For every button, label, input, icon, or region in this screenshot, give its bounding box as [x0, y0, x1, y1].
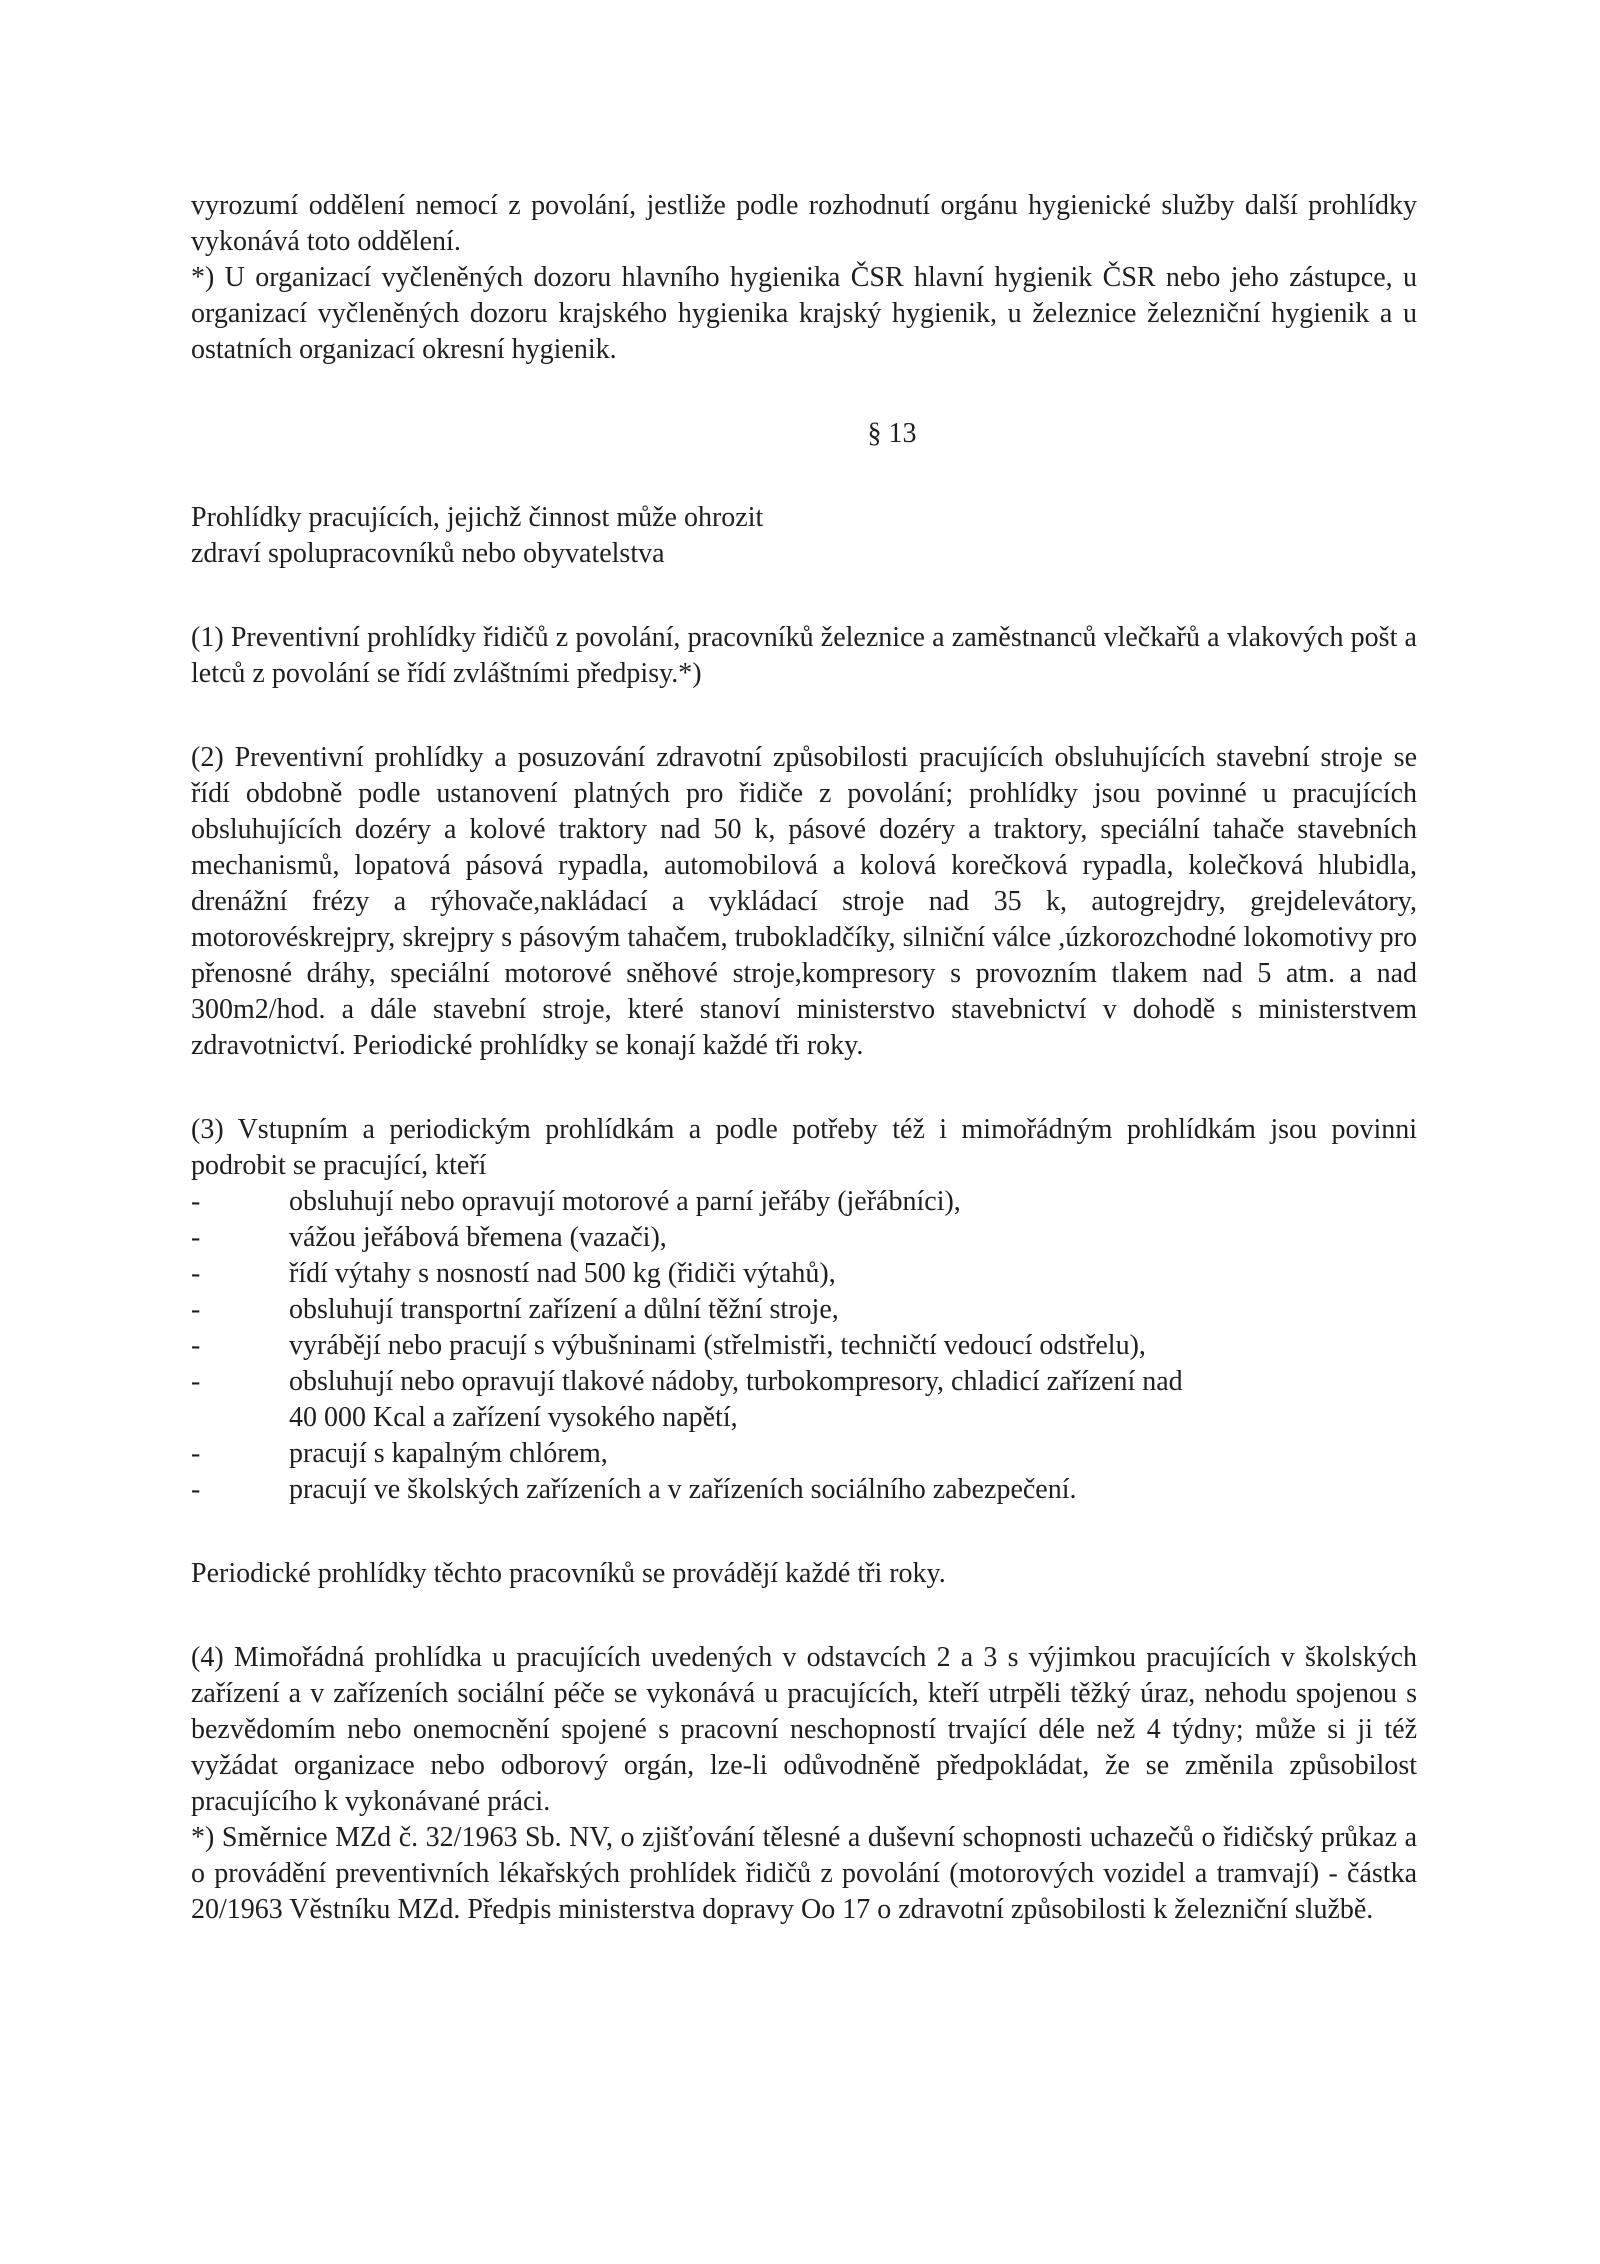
list-item-text: vážou jeřábová břemena (vazači), [289, 1222, 667, 1253]
paragraph-3-periodic: Periodické prohlídky těchto pracovníků se provádějí každé tři roky. [191, 1558, 946, 1589]
list-bullet: - [191, 1366, 201, 1397]
list-item [191, 1184, 1417, 1220]
paragraph-2: (2) Preventivní prohlídky a posuzování zdravotní způsobilosti pracujících obsluhujících stavební stroje se řídí obdobně podle ustanovení platných pro řidiče z povolání; prohlídky jsou povinné u pracujících obsluhujících dozéry a kolové traktory nad 50 k, pásové dozéry a traktory, speciální tahače stavebních mechanismů, lopatová pásová rypadla, automobilová a kolová korečková rypadla, kolečková hlubidla, drenážní frézy a rýhovače,nakládací a vykládací stroje nad 35 k, autogrejdry, grejdelevátory, motorovéskrejpry, skrejpry s pásovým tahačem, trubokladčíky, silniční válce ,úzkorozchodné lokomotivy pro přenosné dráhy, speciální motorové sněhové stroje,kompresory s provozním tlakem nad 5 atm. a nad 300m2/hod. a dále stavební stroje, které stanoví ministerstvo stavebnictví v dohodě s ministerstvem zdravotnictví. Periodické prohlídky se konají každé tři roky. [191, 742, 1417, 1061]
list-bullet: - [191, 1222, 201, 1253]
list-bullet: - [191, 1294, 201, 1325]
list-bullet: - [191, 1330, 201, 1361]
list-item [191, 1220, 1417, 1256]
list-item-text: pracují s kapalným chlórem, [289, 1438, 608, 1469]
list-item [191, 1328, 1417, 1364]
paragraph-3-list [191, 1184, 1417, 1508]
list-item [191, 1436, 1417, 1472]
intro-footnote: *) U organizací vyčleněných dozoru hlavního hygienika ČSR hlavní hygienik ČSR nebo jeho zástupce, u organizací vyčleněných dozoru krajského hygienika krajský hygienik, u železnice železniční hygienik a u ostatních organizací okresní hygienik. [191, 262, 1417, 365]
list-item-continuation: 40 000 Kcal a zařízení vysokého napětí, [289, 1402, 738, 1433]
list-item-text: pracují ve školských zařízeních a v zařízeních sociálního zabezpečení. [289, 1474, 1077, 1505]
paragraph-4: (4) Mimořádná prohlídka u pracujících uvedených v odstavcích 2 a 3 s výjimkou pracujících v školských zařízení a v zařízeních sociální péče se vykonává u pracujících, kteří utrpěli těžký úraz, nehodu spojenou s bezvědomím nebo onemocnění spojené s pracovní neschopností trvající déle než 4 týdny; může si ji též vyžádat organizace nebo odborový orgán, lze-li odůvodněně předpokládat, že se změnila způsobilost pracujícího k vykonávané práci. [191, 1642, 1417, 1817]
list-item [191, 1364, 1417, 1436]
footnote-directive: *) Směrnice MZd č. 32/1963 Sb. NV, o zjišťování tělesné a duševní schopnosti uchazečů o řidičský průkaz a o provádění preventivních lékařských prohlídek řidičů z povolání (motorových vozidel a tramvají) - částka 20/1963 Věstníku MZd. Předpis ministerstva dopravy Oo 17 o zdravotní způsobilosti k železniční službě. [191, 1822, 1417, 1925]
section-title-line-1: Prohlídky pracujících, jejichž činnost může ohrozit [191, 502, 764, 533]
intro-continuation: vyrozumí oddělení nemocí z povolání, jestliže podle rozhodnutí orgánu hygienické služby další prohlídky vykonává toto oddělení. [191, 190, 1417, 257]
list-bullet: - [191, 1438, 201, 1469]
list-bullet: - [191, 1186, 201, 1217]
list-item-text: obsluhují transportní zařízení a důlní těžní stroje, [289, 1294, 839, 1325]
list-item-text: vyrábějí nebo pracují s výbušninami (střelmistři, techničtí vedoucí odstřelu), [289, 1330, 1146, 1361]
list-item [191, 1472, 1417, 1508]
list-bullet: - [191, 1258, 201, 1289]
list-item-text: obsluhují nebo opravují motorové a parní jeřáby (jeřábníci), [289, 1186, 961, 1217]
list-bullet: - [191, 1474, 201, 1505]
document-page [191, 188, 1417, 1928]
paragraph-1: (1) Preventivní prohlídky řidičů z povolání, pracovníků železnice a zaměstnanců vlečkařů a vlakových pošt a letců z povolání se řídí zvláštními předpisy.*) [191, 622, 1417, 689]
list-item-text: řídí výtahy s nosností nad 500 kg (řidiči výtahů), [289, 1258, 836, 1289]
list-item-text: obsluhují nebo opravují tlakové nádoby, turbokompresory, chladicí zařízení nad [289, 1366, 1183, 1397]
list-item [191, 1256, 1417, 1292]
section-title [191, 500, 1417, 572]
list-item [191, 1292, 1417, 1328]
section-number: § 13 [867, 418, 917, 449]
section-title-line-2: zdraví spolupracovníků nebo obyvatelstva [191, 538, 665, 569]
paragraph-3-intro: (3) Vstupním a periodickým prohlídkám a podle potřeby též i mimořádným prohlídkám jsou povinni podrobit se pracující, kteří [191, 1114, 1417, 1181]
